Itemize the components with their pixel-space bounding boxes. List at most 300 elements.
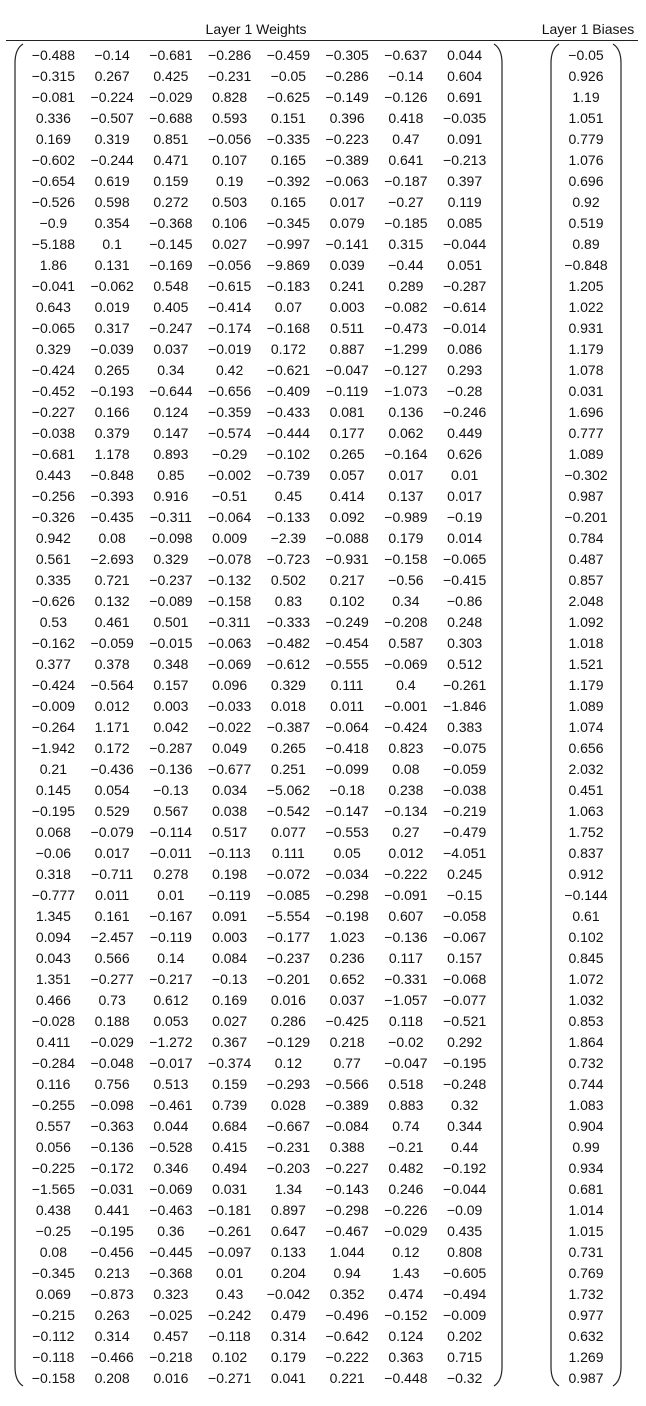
weight-cell: 0.165 (270, 194, 306, 210)
weight-cell: 0.028 (270, 1097, 306, 1113)
weight-cell: 0.377 (35, 656, 71, 672)
biases-row (560, 780, 612, 801)
weights-row (24, 1368, 494, 1389)
weight-cell: −0.445 (149, 1244, 193, 1260)
bias-cell: 1.014 (568, 1202, 604, 1218)
biases-row (560, 1095, 612, 1116)
weight-cell: 0.438 (35, 1202, 71, 1218)
weight-cell: −0.041 (31, 278, 75, 294)
weight-cell: 0.641 (388, 152, 424, 168)
weight-cell: 0.017 (94, 845, 130, 861)
weight-cell: 0.057 (329, 467, 365, 483)
weight-cell: 0.188 (94, 1013, 130, 1029)
weight-cell: 0.049 (212, 740, 248, 756)
weight-cell: 0.056 (35, 1139, 71, 1155)
biases-row (560, 465, 612, 486)
weight-cell: −0.311 (149, 509, 192, 525)
biases-row (560, 507, 612, 528)
weight-cell: 0.202 (447, 1328, 483, 1344)
weight-cell: 0.466 (35, 992, 71, 1008)
weight-cell: 0.887 (329, 341, 365, 357)
weight-cell: 0.017 (447, 488, 483, 504)
weight-cell: −0.528 (149, 1139, 193, 1155)
bias-cell: 1.092 (568, 614, 604, 630)
weight-cell: −0.064 (208, 509, 252, 525)
weight-cell: −0.448 (384, 1370, 428, 1386)
weight-cell: 0.094 (35, 929, 71, 945)
weight-cell: 0.086 (447, 341, 483, 357)
weight-cell: −0.056 (208, 257, 252, 273)
weight-cell: −0.081 (31, 89, 75, 105)
weight-cell: −1.272 (149, 1034, 193, 1050)
weight-cell: −0.149 (325, 89, 369, 105)
weight-cell: 0.245 (447, 866, 483, 882)
weight-cell: −0.602 (31, 152, 75, 168)
weight-cell: 0.626 (447, 446, 483, 462)
weight-cell: 0.169 (212, 992, 248, 1008)
weight-cell: −0.425 (325, 1013, 369, 1029)
weight-cell: 0.204 (270, 1265, 306, 1281)
bias-cell: 0.519 (568, 215, 604, 231)
weight-cell: 0.587 (388, 635, 424, 651)
weight-cell: −0.064 (325, 719, 369, 735)
weight-cell: 0.068 (35, 824, 71, 840)
weight-cell: 0.32 (451, 1097, 479, 1113)
weight-cell: 0.131 (94, 257, 130, 273)
weight-cell: −0.113 (208, 845, 251, 861)
weight-cell: 0.53 (39, 614, 67, 630)
weight-cell: 0.265 (329, 446, 365, 462)
weight-cell: −0.06 (35, 845, 72, 861)
biases-row (560, 822, 612, 843)
weight-cell: 0.607 (388, 908, 424, 924)
weight-cell: 0.027 (212, 236, 248, 252)
weight-cell: −0.711 (91, 866, 134, 882)
weight-cell: −0.681 (149, 47, 193, 63)
weights-row (24, 192, 494, 213)
bias-cell: 0.987 (568, 488, 604, 504)
weight-cell: −0.242 (208, 1307, 252, 1323)
weight-cell: −0.145 (149, 236, 193, 252)
weight-cell: 0.018 (270, 698, 306, 714)
weights-row (24, 969, 494, 990)
weight-cell: 0.363 (388, 1349, 424, 1365)
weight-cell: −0.215 (31, 1307, 75, 1323)
weight-cell: −0.614 (443, 299, 487, 315)
bias-cell: 1.521 (568, 656, 604, 672)
weight-cell: −0.126 (384, 89, 428, 105)
weight-cell: −0.035 (443, 110, 487, 126)
weight-cell: 0.319 (94, 131, 130, 147)
weight-cell: 0.054 (94, 782, 130, 798)
weight-cell: −0.065 (443, 551, 487, 567)
weight-cell: −0.368 (149, 1265, 193, 1281)
weights-row (24, 948, 494, 969)
weight-cell: −0.112 (32, 1328, 75, 1344)
weight-cell: −0.059 (90, 635, 134, 651)
bias-cell: 0.732 (568, 1055, 604, 1071)
weight-cell: −0.129 (266, 1034, 310, 1050)
weight-cell: −0.195 (90, 1223, 134, 1239)
weight-cell: −0.231 (266, 1139, 310, 1155)
weight-cell: −0.566 (325, 1076, 369, 1092)
weights-row (24, 885, 494, 906)
weight-cell: −0.473 (384, 320, 428, 336)
weight-cell: −0.009 (31, 698, 75, 714)
weight-cell: −0.848 (90, 467, 134, 483)
weight-cell: −0.009 (443, 1307, 487, 1323)
biases-row (560, 1137, 612, 1158)
weights-row (24, 801, 494, 822)
weight-cell: 0.45 (274, 488, 302, 504)
weight-cell: 0.016 (270, 992, 306, 1008)
bias-cell: 0.656 (568, 740, 604, 756)
weight-cell: 1.43 (392, 1265, 420, 1281)
weight-cell: 1.044 (329, 1244, 365, 1260)
bias-cell: −0.201 (564, 509, 608, 525)
weight-cell: 0.102 (329, 593, 365, 609)
bias-cell: −0.05 (568, 47, 604, 63)
weight-cell: −0.86 (446, 593, 483, 609)
weight-cell: 0.106 (212, 215, 248, 231)
weight-cell: 0.124 (388, 1328, 424, 1344)
weight-cell: 0.352 (329, 1286, 365, 1302)
weight-cell: −0.099 (325, 761, 369, 777)
weight-cell: −0.677 (208, 761, 252, 777)
weight-cell: 1.171 (94, 719, 130, 735)
weight-cell: −0.286 (325, 68, 369, 84)
weight-cell: −0.028 (31, 1013, 75, 1029)
weight-cell: −0.642 (325, 1328, 369, 1344)
weight-cell: 0.823 (388, 740, 424, 756)
weights-row (24, 87, 494, 108)
weight-cell: −0.931 (325, 551, 369, 567)
weight-cell: −0.311 (208, 614, 251, 630)
weight-cell: 0.828 (212, 89, 248, 105)
weights-row (24, 1284, 494, 1305)
weight-cell: −0.436 (90, 761, 134, 777)
bias-cell: 1.19 (572, 89, 600, 105)
weight-cell: −0.723 (266, 551, 310, 567)
weight-cell: −0.335 (266, 131, 310, 147)
weight-cell: 0.084 (212, 950, 248, 966)
weight-cell: −0.14 (94, 47, 130, 63)
weight-cell: −0.192 (443, 1160, 487, 1176)
weight-cell: −0.237 (266, 950, 310, 966)
weight-cell: −0.031 (90, 1181, 134, 1197)
biases-row (560, 948, 612, 969)
header-rule (6, 40, 638, 41)
weight-cell: 0.213 (94, 1265, 130, 1281)
bias-cell: 0.696 (568, 173, 604, 189)
weight-cell: −0.208 (384, 614, 428, 630)
weight-cell: 0.83 (274, 593, 302, 609)
weights-row (24, 234, 494, 255)
weight-cell: −0.286 (208, 47, 252, 63)
weight-cell: 0.248 (447, 614, 483, 630)
weight-cell: −0.001 (384, 698, 428, 714)
weight-cell: −0.463 (149, 1202, 193, 1218)
weight-cell: −0.21 (388, 1139, 424, 1155)
bias-cell: 0.934 (568, 1160, 604, 1176)
biases-row (560, 654, 612, 675)
weight-cell: 0.808 (447, 1244, 483, 1260)
biases-row (560, 549, 612, 570)
weight-cell: 0.179 (270, 1349, 306, 1365)
weight-cell: 0.009 (212, 530, 248, 546)
weight-cell: 0.317 (94, 320, 130, 336)
weights-row (24, 360, 494, 381)
weight-cell: −0.152 (384, 1307, 428, 1323)
weight-cell: 0.684 (212, 1118, 248, 1134)
weight-cell: −0.097 (208, 1244, 252, 1260)
weight-cell: 0.598 (94, 194, 130, 210)
weight-cell: 0.418 (388, 110, 424, 126)
biases-row (560, 801, 612, 822)
biases-row (560, 255, 612, 276)
weight-cell: 0.217 (329, 572, 365, 588)
weight-cell: −0.13 (211, 971, 248, 987)
weights-row (24, 66, 494, 87)
weight-cell: 0.037 (153, 341, 189, 357)
weight-cell: −0.078 (208, 551, 252, 567)
biases-vector (560, 45, 612, 1389)
weight-cell: 0.501 (153, 614, 189, 630)
weight-cell: 0.116 (36, 1076, 71, 1092)
weight-cell: 0.479 (270, 1307, 306, 1323)
weight-cell: −0.069 (208, 656, 252, 672)
bias-cell: 1.179 (568, 677, 604, 693)
biases-row (560, 1284, 612, 1305)
weight-cell: 0.265 (94, 362, 130, 378)
weight-cell: −0.068 (443, 971, 487, 987)
weight-cell: 0.111 (330, 677, 364, 693)
biases-row (560, 108, 612, 129)
biases-row (560, 633, 612, 654)
weight-cell: 0.643 (35, 299, 71, 315)
weight-cell: −0.345 (31, 1265, 75, 1281)
bias-cell: 1.072 (568, 971, 604, 987)
weight-cell: −1.057 (384, 992, 428, 1008)
weight-cell: −0.198 (325, 908, 369, 924)
biases-row (560, 1326, 612, 1347)
weight-cell: 0.47 (392, 131, 420, 147)
weights-right-parenthesis (493, 43, 503, 1387)
biases-row (560, 360, 612, 381)
biases-row (560, 486, 612, 507)
biases-row (560, 864, 612, 885)
weight-cell: −0.029 (384, 1223, 428, 1239)
biases-row (560, 927, 612, 948)
weight-cell: 0.916 (153, 488, 189, 504)
weight-cell: −0.615 (208, 278, 252, 294)
weight-cell: −0.029 (90, 1034, 134, 1050)
biases-row (560, 381, 612, 402)
biases-row (560, 1263, 612, 1284)
weight-cell: 0.137 (388, 488, 424, 504)
weight-cell: 0.441 (94, 1202, 130, 1218)
biases-row (560, 192, 612, 213)
weight-cell: −0.168 (266, 320, 310, 336)
weight-cell: 0.05 (333, 845, 361, 861)
weight-cell: −0.393 (90, 488, 134, 504)
weight-cell: −0.271 (208, 1370, 252, 1386)
weight-cell: −0.029 (149, 89, 193, 105)
weight-cell: 0.265 (270, 740, 306, 756)
bias-cell: 0.977 (568, 1307, 604, 1323)
weight-cell: 0.443 (35, 467, 71, 483)
weight-cell: −0.158 (31, 1370, 75, 1386)
weights-row (24, 759, 494, 780)
weight-cell: 0.08 (98, 530, 126, 546)
weight-cell: −0.034 (325, 866, 369, 882)
weight-cell: −0.038 (443, 782, 487, 798)
weight-cell: −0.44 (388, 257, 424, 273)
weight-cell: −0.681 (31, 446, 75, 462)
weight-cell: 0.482 (388, 1160, 424, 1176)
weight-cell: −0.224 (90, 89, 134, 105)
weights-row (24, 276, 494, 297)
weight-cell: −0.315 (31, 68, 75, 84)
weight-cell: −0.218 (149, 1349, 193, 1365)
weight-cell: −0.264 (31, 719, 75, 735)
weight-cell: −0.389 (325, 1097, 369, 1113)
weight-cell: −0.15 (446, 887, 483, 903)
weight-cell: 0.449 (447, 425, 483, 441)
weight-cell: 0.081 (329, 404, 365, 420)
weight-cell: −0.063 (208, 635, 252, 651)
weight-cell: −0.164 (384, 446, 428, 462)
weight-cell: 0.133 (270, 1244, 306, 1260)
weights-row (24, 255, 494, 276)
weight-cell: −0.118 (32, 1349, 75, 1365)
weight-cell: 0.172 (94, 740, 130, 756)
weights-row (24, 1305, 494, 1326)
weight-cell: 0.034 (212, 782, 248, 798)
weight-cell: 0.038 (212, 803, 248, 819)
weight-cell: −0.261 (443, 677, 487, 693)
weight-cell: −0.059 (443, 761, 487, 777)
weights-row (24, 297, 494, 318)
biases-row (560, 990, 612, 1011)
bias-cell: 0.853 (568, 1013, 604, 1029)
weight-cell: −0.27 (388, 194, 424, 210)
weight-cell: 0.062 (388, 425, 424, 441)
weight-cell: 0.942 (35, 530, 71, 546)
weight-cell: 0.179 (388, 530, 424, 546)
weights-title: Layer 1 Weights (205, 21, 307, 37)
biases-row (560, 66, 612, 87)
weight-cell: −0.015 (149, 635, 193, 651)
weight-cell: −0.203 (266, 1160, 310, 1176)
weight-cell: −0.058 (443, 908, 487, 924)
weight-cell: 0.003 (212, 929, 248, 945)
bias-cell: 1.732 (568, 1286, 604, 1302)
weight-cell: 0.518 (388, 1076, 424, 1092)
weight-cell: −0.098 (90, 1097, 134, 1113)
weight-cell: −0.014 (443, 320, 487, 336)
weight-cell: 0.77 (333, 1055, 361, 1071)
weight-cell: −0.997 (266, 236, 310, 252)
bias-cell: 0.769 (568, 1265, 604, 1281)
weight-cell: 0.517 (212, 824, 248, 840)
weights-row (24, 990, 494, 1011)
weight-cell: −0.9 (39, 215, 68, 231)
weight-cell: 0.07 (274, 299, 302, 315)
weight-cell: 0.132 (94, 593, 130, 609)
weight-cell: 0.08 (39, 1244, 67, 1260)
weight-cell: 0.329 (35, 341, 71, 357)
weight-cell: 0.267 (94, 68, 130, 84)
bias-cell: 1.752 (568, 824, 604, 840)
weight-cell: 0.159 (153, 173, 189, 189)
weight-cell: 0.513 (153, 1076, 189, 1092)
bias-cell: 0.731 (568, 1244, 604, 1260)
weights-row (24, 843, 494, 864)
weight-cell: 0.292 (447, 1034, 483, 1050)
weight-cell: −0.667 (266, 1118, 310, 1134)
weight-cell: −0.542 (266, 803, 310, 819)
weight-cell: −0.345 (266, 215, 310, 231)
bias-cell: −0.848 (564, 257, 608, 273)
weight-cell: −0.222 (384, 866, 428, 882)
weight-cell: 0.36 (157, 1223, 185, 1239)
weight-cell: 0.017 (329, 194, 365, 210)
weight-cell: −0.248 (443, 1076, 487, 1092)
weight-cell: −0.075 (443, 740, 487, 756)
weights-row (24, 381, 494, 402)
weight-cell: −5.188 (31, 236, 75, 252)
weight-cell: 0.293 (447, 362, 483, 378)
weight-cell: 0.44 (451, 1139, 479, 1155)
weights-row (24, 318, 494, 339)
bias-cell: 0.904 (568, 1118, 604, 1134)
weight-cell: 1.34 (274, 1181, 302, 1197)
weight-cell: −0.433 (266, 404, 310, 420)
biases-row (560, 528, 612, 549)
bias-cell: 1.022 (568, 299, 604, 315)
weight-cell: 0.053 (153, 1013, 189, 1029)
weight-cell: 0.069 (35, 1286, 71, 1302)
weight-cell: 0.102 (212, 1349, 248, 1365)
weights-row (24, 171, 494, 192)
weight-cell: −0.326 (31, 509, 75, 525)
weight-cell: 0.12 (274, 1055, 302, 1071)
weight-cell: 0.474 (388, 1286, 424, 1302)
bias-cell: 0.845 (568, 950, 604, 966)
biases-row (560, 885, 612, 906)
weight-cell: −0.409 (266, 383, 310, 399)
weight-cell: 0.756 (94, 1076, 130, 1092)
weight-cell: −0.479 (443, 824, 487, 840)
weight-cell: −0.507 (90, 110, 134, 126)
weight-cell: 1.178 (94, 446, 130, 462)
weights-row (24, 1200, 494, 1221)
weight-cell: 0.378 (94, 656, 130, 672)
weight-cell: −0.084 (325, 1118, 369, 1134)
weight-cell: 0.379 (94, 425, 130, 441)
biases-row (560, 444, 612, 465)
weight-cell: 0.883 (388, 1097, 424, 1113)
weight-cell: −0.069 (384, 656, 428, 672)
weight-cell: 0.157 (447, 950, 483, 966)
weight-cell: 0.367 (212, 1034, 248, 1050)
weight-cell: 0.396 (329, 110, 365, 126)
weight-cell: −0.082 (384, 299, 428, 315)
weight-cell: −0.18 (329, 782, 365, 798)
bias-cell: 0.784 (568, 530, 604, 546)
weight-cell: 0.091 (212, 908, 248, 924)
